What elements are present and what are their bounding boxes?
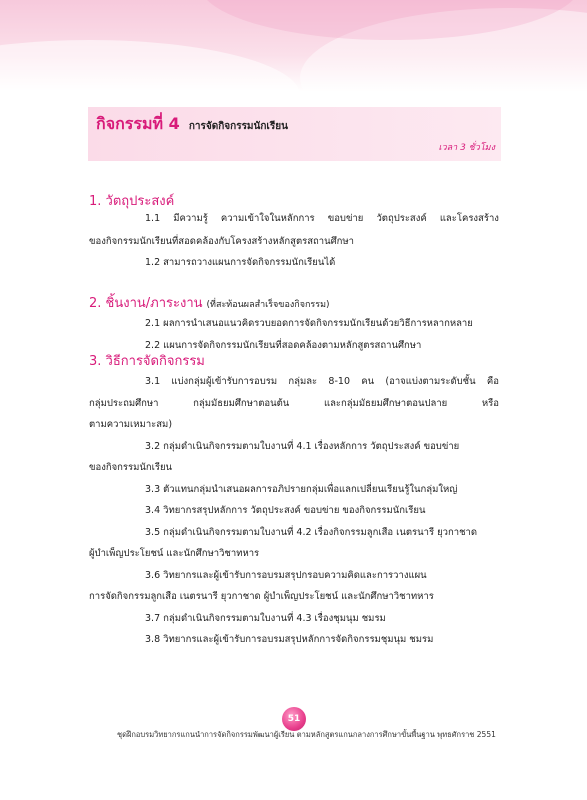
method-3-7: 3.7 กลุ่มดำเนินกิจกรรมตามใบงานที่ 4.3 เรื่องชุมนุม ชมรม: [145, 613, 386, 624]
section-methods-title: 3. วิธีการจัดกิจกรรม: [89, 354, 205, 369]
method-3-6-cont: การจัดกิจกรรมลูกเสือ เนตรนารี ยุวกาชาด ผู้บำเพ็ญประโยชน์ และนักศึกษาวิชาทหาร: [89, 591, 434, 602]
method-3-2-cont: ของกิจกรรมนักเรียน: [89, 462, 173, 473]
objective-1-1-line: 1.1 มีความรู้ ความเข้าใจในหลักการ ขอบข่าย วัตถุประสงค์ และโครงสร้าง: [145, 213, 499, 224]
method-3-6: 3.6 วิทยากรและผู้เข้ารับการอบรมสรุปกรอบความคิดและการวางแผน: [145, 570, 427, 581]
page-number: 51: [282, 707, 306, 731]
activity-heading-box: [88, 107, 501, 161]
activity-label: กิจกรรมที่ 4: [96, 114, 180, 133]
method-3-1-cont: กลุ่มประถมศึกษา กลุ่มมัธยมศึกษาตอนต้น และกลุ่มมัธยมศึกษาตอนปลาย หรือ: [89, 398, 499, 409]
section-deliverables-title: 2. ชิ้นงาน/ภาระงาน (ที่สะท้อนผลสำเร็จของกิจกรรม): [89, 296, 330, 311]
method-3-1-end: ตามความเหมาะสม): [89, 419, 173, 430]
section-objectives-title: 1. วัตถุประสงค์: [89, 194, 175, 209]
decorative-header-band: [0, 0, 587, 92]
objective-1-2: 1.2 สามารถวางแผนการจัดกิจกรรมนักเรียนได้: [145, 257, 336, 268]
footer-caption: ชุดฝึกอบรมวิทยากรแกนนำการจัดกิจกรรมพัฒนาผู้เรียน ตามหลักสูตรแกนกลางการศึกษาขั้นพื้นฐาน พุทธศักราช 2551: [117, 730, 496, 739]
method-3-3: 3.3 ตัวแทนกลุ่มนำเสนอผลการอภิปรายกลุ่มเพื่อแลกเปลี่ยนเรียนรู้ในกลุ่มใหญ่: [145, 484, 458, 495]
objective-1-1-cont: ของกิจกรรมนักเรียนที่สอดคล้องกับโครงสร้างหลักสูตรสถานศึกษา: [89, 236, 355, 247]
deliverable-2-1: 2.1 ผลการนำเสนอแนวคิดรวบยอดการจัดกิจกรรมนักเรียนด้วยวิธีการหลากหลาย: [145, 318, 473, 329]
method-3-5-cont: ผู้บำเพ็ญประโยชน์ และนักศึกษาวิชาทหาร: [89, 548, 260, 559]
deliverable-2-2: 2.2 แผนการจัดกิจกรรมนักเรียนที่สอดคล้องตามหลักสูตรสถานศึกษา: [145, 340, 422, 351]
activity-duration: เวลา 3 ชั่วโมง: [438, 143, 495, 153]
activity-title: การจัดกิจกรรมนักเรียน: [188, 121, 288, 132]
method-3-8: 3.8 วิทยากรและผู้เข้ารับการอบรมสรุปหลักการจัดกิจกรรมชุมนุม ชมรม: [145, 634, 434, 645]
method-3-5: 3.5 กลุ่มดำเนินกิจกรรมตามใบงานที่ 4.2 เรื่องกิจกรรมลูกเสือ เนตรนารี ยุวกาชาด: [145, 527, 478, 538]
section-deliverables-note: (ที่สะท้อนผลสำเร็จของกิจกรรม): [206, 300, 330, 310]
method-3-4: 3.4 วิทยากรสรุปหลักการ วัตถุประสงค์ ขอบข่าย ของกิจกรรมนักเรียน: [145, 505, 426, 516]
method-3-2: 3.2 กลุ่มดำเนินกิจกรรมตามใบงานที่ 4.1 เรื่องหลักการ วัตถุประสงค์ ขอบข่าย: [145, 441, 460, 452]
method-3-1-line: 3.1 แบ่งกลุ่มผู้เข้ารับการอบรม กลุ่มละ 8-10 คน (อาจแบ่งตามระดับชั้น คือ: [145, 376, 499, 387]
